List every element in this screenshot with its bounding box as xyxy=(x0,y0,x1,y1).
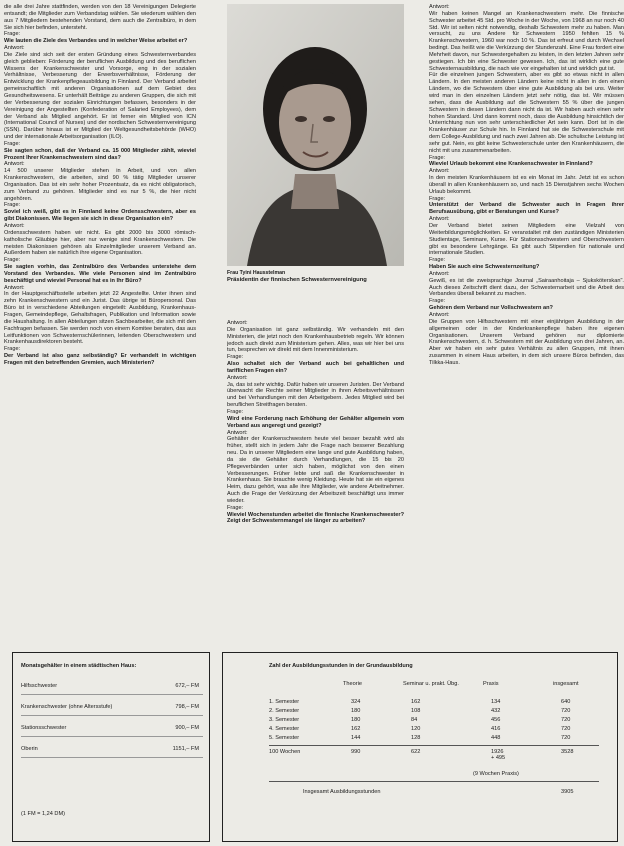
speaker-label: Frage: xyxy=(4,257,21,264)
salary-label: Oberin xyxy=(21,746,38,752)
column-header: Seminar u. prakt. Übg. xyxy=(403,681,459,687)
speaker-label: Frage: xyxy=(4,140,21,147)
table-rule xyxy=(269,781,599,782)
grand-total-label: Insgesamt Ausbildungsstunden xyxy=(303,789,381,795)
speaker-label: Frage: xyxy=(429,154,446,161)
photo-caption xyxy=(227,270,417,284)
hours-value: 84 xyxy=(411,717,418,723)
speaker-label: Antwort: xyxy=(4,161,25,168)
salary-row xyxy=(21,704,205,713)
question-text: Der Verband ist also ganz selbständig? Er verhandelt in wichtigen Fragen mit den betreffenden Gremien, auch Ministerien? xyxy=(4,353,196,366)
answer-text: Der Verband bietet seinen Mitgliedern eine Vielzahl von Weiterbildungsmöglichkeiten. Er veranstaltet mit den zuständigen Ministerien Studientage, Seminare, Kurse. Für Stationsschwestern und Oberschwestern gibt es besondere Lehrgänge. Es gibt auch Stipendien für nationale und internationale Studien. xyxy=(429,223,624,257)
salary-value: 798,– FM xyxy=(175,704,199,710)
hours-title: Zahl der Ausbildungsstunden in der Grundausbildung xyxy=(269,663,413,669)
speaker-label: Antwort: xyxy=(4,284,25,291)
hours-value: 134 xyxy=(491,699,501,705)
hours-value: 448 xyxy=(491,735,501,741)
answer-text: Wir haben keinen Mangel an Krankenschwestern mehr. Die finnische Schwester arbeitet 45 Std. pro Woche in der Woche, von 1968 an nur noch 40 Std. Wir ist selten nicht notwendig, deshalb Schwestern mehr zu haben. Man versucht, zu uns Andere für Schwestern 1950 fehlten 15 % Krankenschwestern, 1960 war noch 10 %. Das ist erfreut und durch Wechsel bedingt. Das heißt wie die Verkürzung der Stundenzahl. Eine Frau fordert eine Mehrheit davon, nur Schwestergehalten zu leisten, in den letzten Jahren sehr gestiegen. Ich bin eine Schwester gewesen. Ich, das ist wirklich eine gute Schwesternausbildung, die nach wie vor eingehalten ist und wirklich gut ist. xyxy=(429,10,624,72)
hours-value: 720 xyxy=(561,726,571,732)
hours-value: 456 xyxy=(491,717,501,723)
portrait-image xyxy=(227,4,404,266)
question-text: Haben Sie auch eine Schwesternzeitung? xyxy=(429,264,540,271)
hours-value: 180 xyxy=(351,708,361,714)
speaker-label: Antwort: xyxy=(227,320,248,326)
hours-value: 120 xyxy=(411,726,421,732)
semester-label: 3. Semester xyxy=(269,717,300,723)
answer-text: Die Organisation ist ganz selbständig. Wir verhandeln mit den Ministerien, die jetzt noch den Krankenhausbetrieb regeln. Wir können jedoch auch direkt zum Ministerium gehen. Alles, was wir hier bei uns tun, besprechen wir direkt mit dem Innenministerium. xyxy=(227,326,404,354)
caption-role: Präsidentin der finnischen Schwesternvereinigung xyxy=(227,277,367,284)
speaker-label: Frage: xyxy=(4,346,21,353)
answer-text: Ordensschwestern haben wir nicht. Es gibt 2000 bis 3000 römisch-katholische Gläubige hier, aber nur wenige sind Krankenschwestern. Die meisten Diakonissen gehören als Einzelmitglieder unserem Verband an. Außerdem haben sie natürlich ihre eigene Organisation. xyxy=(4,229,196,257)
speaker-label: Antwort: xyxy=(429,311,450,318)
speaker-label: Antwort: xyxy=(4,45,25,52)
semester-label: 4. Semester xyxy=(269,726,300,732)
speaker-label: Antwort: xyxy=(227,374,248,381)
salary-label: Stationsschwester xyxy=(21,725,67,731)
column-header: Praxis xyxy=(483,681,499,687)
salary-row xyxy=(21,725,205,734)
hours-value: 162 xyxy=(351,726,361,732)
speaker-label: Frage: xyxy=(429,257,446,264)
salary-divider xyxy=(21,736,203,737)
hours-value: 432 xyxy=(491,708,501,714)
salary-title: Monatsgehälter in einem städtischen Haus: xyxy=(21,663,137,669)
column-header: insgesamt xyxy=(553,681,579,687)
semester-label: 1. Semester xyxy=(269,699,300,705)
speaker-label: Frage: xyxy=(429,195,446,202)
total-value: 3528 xyxy=(561,749,574,755)
answer-text: Gehälter der Krankenschwestern heute viel besser bezahlt wird als früher, stellt sich in jedem Jahr die Frage nach besserer Bezahlung neu. Da in unserer Mitgliedern eine lange und gute Ausbildung haben, da sie die Gehälter durch Verhandlungen, die 15 bis 20 Pflegeverbänden unter sich haben, möglichst von den einen Verbesserungen. Früher lebte und saß die Krankenschwester in Krankenhaus. Sie brauchte wenig Kleidung. Heute hat sie ein eigenes Heim, dazu gehört, was alle ihre Mitglieder, wie andere Arbeitnehmer. Auch die Frage der Verkürzung der Arbeitszeit beschäftigt uns immer wieder. xyxy=(227,436,404,504)
speaker-label: Frage: xyxy=(227,504,244,511)
portrait-photo xyxy=(227,4,404,266)
total-value: 622 xyxy=(411,749,421,755)
semester-label: 5. Semester xyxy=(269,735,300,741)
speaker-label: Frage: xyxy=(4,202,21,209)
speaker-label: Frage: xyxy=(429,298,446,305)
salary-label: Hilfsschwester xyxy=(21,683,58,689)
hours-value: 720 xyxy=(561,735,571,741)
speaker-label: Frage: xyxy=(227,354,244,361)
speaker-label: Antwort: xyxy=(429,270,450,277)
question-text: Soviel ich weiß, gibt es in Finnland keine Ordensschwestern, aber es gibt Diakonissen. Wie liegen sie sich in diese Organisation ein? xyxy=(4,209,196,223)
salary-value: 672,– FM xyxy=(175,683,199,689)
column-header: Theorie xyxy=(343,681,362,687)
salary-table xyxy=(12,652,210,842)
training-hours-table xyxy=(222,652,618,842)
hours-value: 720 xyxy=(561,717,571,723)
answer-text: Ja, das ist sehr wichtig. Dafür haben wir unseren Juristen. Der Verband überwacht die Rechte seiner Mitglieder in ihren Arbeitsverhältnissen und bei Verhandlungen mit den Arbeitgebern. Jedes Mitglied wird bei beruflichen Streitfragen beraten. xyxy=(227,381,404,409)
speaker-label: Antwort: xyxy=(227,429,248,436)
total-value: 1926 + 495 xyxy=(491,749,506,761)
hours-value: 640 xyxy=(561,699,571,705)
question-text: Wird eine Forderung nach Erhöhung der Gehälter allgemein vom Verband aus angeregt und gezeigt? xyxy=(227,415,404,429)
speaker-label: Frage: xyxy=(227,408,244,415)
answer-text: die alle drei Jahre stattfinden, werden von den 18 Vereinigungen Delegierte entsandt; die Mitglieder zum Verbandstag wählen. Sie wiederum wählen den aus 7 Mitgliedern bestehenden Vorstand, dem auch die Zentralbüro, in dem Sie sich hier befinden, untersteht. xyxy=(4,4,196,31)
salary-value: 1151,– FM xyxy=(172,746,199,752)
question-text: Gehören dem Verband nur Vollschwestern an? xyxy=(429,305,553,312)
text-column-middle xyxy=(227,320,404,624)
question-text: Sie sagten vorhin, das Zentralbüro des Verbandes unterstehe dem Vorstand des Verbandes. Wie viele Personen sind im Zentralbüro beschäftigt und wieviel Personal hat es in Ihr Büro? xyxy=(4,264,196,284)
speaker-label: Frage: xyxy=(4,31,21,38)
question-text: Wieviel Wochenstunden arbeitet die finnische Krankenschwester? Zeigt der Schwesternmangel sie länger zu arbeiten? xyxy=(227,511,404,525)
hours-value: 720 xyxy=(561,708,571,714)
salary-label: Krankenschwester (ohne Altersstufe) xyxy=(21,704,113,710)
answer-text: Gewiß, es ist die zweisprachige Journal „Sairaanhoitaja – Sjuksköterskan". Auch dieses Zeitschrift dient dazu, der Schwesternarbeit und die Arbeit des Verbandes überall bekannt zu machen. xyxy=(429,277,624,298)
salary-row xyxy=(21,746,205,755)
answer-text: In den meisten Krankenhäusern ist es ein Monat im Jahr. Jetzt ist es schon überall in allen Krankenhäusern so, und nach 15 Dienstjahren sechs Wochen Urlaub bekommt. xyxy=(429,175,624,195)
hours-value: 108 xyxy=(411,708,421,714)
answer-text: Für die einzelnen jungen Schwestern, aber es gibt so etwas nicht in allen Ländern. In den meisten anderen Ländern keine nicht in allen in den einen Ländern, wo die Schwestern über eine gute Ausbildung als bei uns. Weiter wird man in den einzelnen Ländern jetzt sehr nötig, das ist. Wir müssen sehen, dass die Ausbildung auf die Schwestern 55 % über die jungen Schwestern in diesen Ländern dann nicht da ist. Wir haben auch einen sehr hohen Standard. Und dann kommt noch, dass die Ausbildung hinsichtlich der Unterrichtung nun von sehr unterschiedlicher Art sein kann. Dort ist in die Krankenhäuser zur Schule hin. In Finnland hat sie die Schwesterschule mit dem College-Ausbildung und nach zwei Jahren ab. Die schulische Leistung ist sehr gut. Nein, es gibt keine Schwesterschule unter den Krankenhäusern, die nicht mit uns zusammenarbeiten. xyxy=(429,72,624,154)
salary-divider xyxy=(21,757,203,758)
salary-row xyxy=(21,683,205,692)
hours-value: 162 xyxy=(411,699,421,705)
question-text: Sie sagten schon, daß der Verband ca. 15 000 Mitglieder zählt, wieviel Prozent Ihrer Krankenschwestern sind das? xyxy=(4,147,196,161)
praxis-note: (9 Wochen Praxis) xyxy=(473,771,519,777)
salary-note xyxy=(21,811,205,820)
caption-name: Frau Tyini Hausstelman xyxy=(227,270,286,276)
speaker-label: Antwort: xyxy=(4,223,25,229)
speaker-label: Antwort: xyxy=(429,216,450,223)
text-column-left xyxy=(4,4,196,625)
salary-divider xyxy=(21,715,203,716)
speaker-label: Antwort: xyxy=(429,4,450,10)
answer-text: Die Gruppen von Hilfsschwestern mit einer einjährigen Ausbildung in der allgemeinen oder in der Kinderkrankenpflege haben ihre eigenen Organisationen. Unserem Verband gehören nur diplomierte Krankenschwestern, d. h. Schwestern mit der Ausbildung von drei Jahren, an. Aber wir haben ein sehr gutes Verhältnis zu allen Gruppen, mit ihnen zusammen in einem Haus arbeiten, in dem sich unsere Büros befinden, das Tilkka-Haus. xyxy=(429,318,624,366)
table-rule xyxy=(269,745,599,746)
salary-divider xyxy=(21,694,203,695)
hours-value: 324 xyxy=(351,699,361,705)
speaker-label: Antwort: xyxy=(429,168,450,175)
question-text: Wieviel Urlaub bekommt eine Krankenschwester in Finnland? xyxy=(429,161,593,168)
hours-value: 128 xyxy=(411,735,421,741)
semester-label: 2. Semester xyxy=(269,708,300,714)
question-text: Also schaltet sich der Verband auch bei gehaltlichen und tariflichen Fragen ein? xyxy=(227,361,404,374)
hours-value: 416 xyxy=(491,726,501,732)
hours-value: 180 xyxy=(351,717,361,723)
answer-text: In der Hauptgeschäftsstelle arbeiten jetzt 22 Angestellte. Unter ihnen sind zehn Krankenschwestern und ein Jurist. Das übrige ist Büropersonal. Das Büro ist in verschiedene Abteilungen eingeteilt: Ausbildung, Krankenhaus-Fragen, Gemeindepflege, Gehaltsfragen, Publikation und Information sowie die Haushaltung. In allen Abteilungen sitzen Sachbearbeiter, die sich mit den Fachfragen befassen. Sie werden noch von einem Komitee beraten, das aus Leitfunktionen von Schwesternschülerinnen, leitenden Oberschwestern und Krankenhausdirektoren besteht. xyxy=(4,291,196,346)
hours-value: 144 xyxy=(351,735,361,741)
answer-text: 14 500 unserer Mitglieder stehen in Arbeit, und von allen Krankenschwestern, die arbeiten, sind 90 % tätig Mitglieder unserer Organisation. Das ist ein sehr hoher Prozentsatz, da es nicht obligatorisch, zum Verband zu gehören. Mitglieder sind es nur 5 %, die hier nicht angehören. xyxy=(4,168,196,202)
total-value: 990 xyxy=(351,749,361,755)
total-label: 100 Wochen xyxy=(269,749,301,755)
salary-note-text: (1 FM = 1,24 DM) xyxy=(21,811,65,817)
text-column-right xyxy=(429,4,624,625)
question-text: Wie lauten die Ziele des Verbandes und in welcher Weise arbeitet er? xyxy=(4,38,188,45)
answer-text: Die Ziele sind sich seit der ersten Gründung eines Schwesternverbandes gleich geblieben: Förderung der beruflichen Ausbildung und des beruflichen Wissens der Krankenschwester und Vorsorge, eng in der sozialen Verhältnisse, Verbesserung der Erwerbsverhältnisse, Förderung der Entwicklung der Krankenpflegeausbildung in Finnland. Der Verband arbeitet gemeinschaftlich mit anderen Organisationen auf dem Gebiet des Gesundheitswesens. Er unterhält Beiträge zu anderen Gruppen, die sich mit der Verbesserung der sozialen Einrichtungen befassen, besonders in der Vereinigung der Angestellten (Konfederation of Salaried Employees), dem der Verband als Mitglied angehört. Er ist ferner ein Mitglied von ICN (International Council of Nurses) und der nordischen Schwesternvereinigung (SSN). Darüber hinaus ist er Mitglied der Weltgesundheitsbehörde (WHO) und der internationale Arbeitsorganisation (ILO). xyxy=(4,51,196,141)
salary-value: 900,– FM xyxy=(175,725,199,731)
question-text: Unterstützt der Verband die Schwester auch in Fragen ihrer Berufsausübung, gibt er Beratungen und Kurse? xyxy=(429,202,624,216)
grand-total-value: 3905 xyxy=(561,789,574,795)
